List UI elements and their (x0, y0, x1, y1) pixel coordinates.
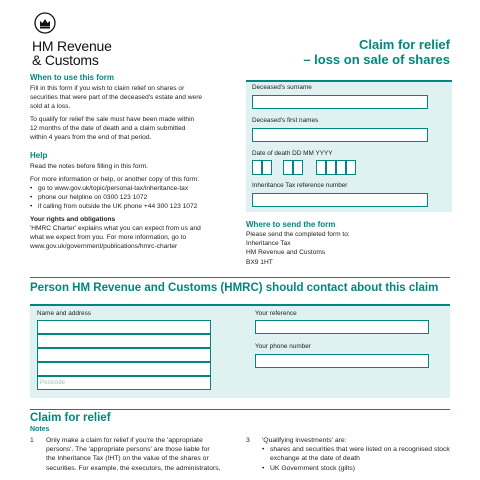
section-divider (30, 277, 450, 278)
text-line: 'HMRC Charter' explains what you can expect from us and (30, 225, 201, 232)
note-text (262, 436, 450, 473)
iht-ref-label: Inheritance Tax reference number (252, 182, 348, 189)
list-item[interactable]: • if calling from outside the UK phone +44 300 123 1072 (30, 202, 238, 211)
text-line: Inheritance Tax (246, 240, 291, 248)
notes-label: Notes (30, 426, 50, 433)
note-intro: 'Qualifying investments' are: (262, 437, 347, 444)
date-year-digit-2[interactable] (326, 160, 336, 175)
section-divider (30, 409, 450, 410)
address-line-3[interactable] (37, 348, 211, 362)
text-line: Fill in this form if you wish to claim relief on shares or (30, 85, 185, 92)
text-line: BX9 1HT (246, 258, 273, 266)
note-number: 1 (30, 437, 34, 444)
text-line: HM Revenue and Customs (246, 249, 326, 257)
text-line: securities. For example, the executors, the administrators, (46, 464, 221, 472)
note-text (46, 436, 221, 473)
iht-ref-input[interactable] (252, 193, 428, 207)
help-intro: Read the notes before filling in this form. (30, 163, 149, 170)
address-line-4[interactable] (37, 362, 211, 376)
text-line: the Inheritance Tax (IHT) on the value of the shares or (46, 455, 209, 463)
rights-text (30, 224, 238, 252)
form-title-line2: – loss on sale of shares (303, 52, 450, 67)
text-line: persons'. The 'appropriate persons' are those liable for (46, 446, 210, 454)
your-reference-input[interactable] (255, 320, 429, 334)
send-to-address (246, 230, 350, 267)
first-names-label: Deceased's first names (252, 117, 319, 124)
date-of-death-label: Date of death DD MM YYYY (252, 150, 333, 157)
rights-heading: Your rights and obligations (30, 216, 116, 223)
address-line-1[interactable] (37, 320, 211, 334)
list-item: • shares and securities that were listed on a recognised stock exchange at the date of death (262, 445, 450, 463)
date-year-digit-4[interactable] (346, 160, 356, 175)
list-item[interactable]: • phone our helpline on 0300 123 1072 (30, 193, 238, 202)
note-1 (30, 436, 240, 480)
list-item: • UK Government stock (gilts) (262, 464, 450, 473)
your-phone-input[interactable] (255, 354, 429, 368)
note-number: 3 (246, 437, 250, 444)
name-address-label: Name and address (37, 310, 91, 317)
address-line-2[interactable] (37, 334, 211, 348)
help-list (30, 184, 238, 212)
text-line: sold at a loss. (30, 103, 71, 111)
first-names-input[interactable] (252, 128, 428, 142)
text-line: To qualify for relief the sale must have been made within (30, 116, 195, 123)
date-month-digit-1[interactable] (283, 160, 293, 175)
help-more-info: For more information or help, or another copy of this form: (30, 176, 199, 183)
send-to-heading: Where to send the form (246, 220, 336, 229)
date-year-digit-1[interactable] (316, 160, 326, 175)
text-line: Only make a claim for relief if you're the 'appropriate (46, 437, 203, 444)
rights-link[interactable]: www.gov.uk/government/publications/hmrc-charter (30, 243, 178, 251)
text-line: within 4 years from the end of that period. (30, 134, 152, 142)
org-name-line1: HM Revenue (32, 38, 112, 54)
contact-section-heading: Person HM Revenue and Customs (HMRC) should contact about this claim (30, 282, 439, 294)
date-day-digit-1[interactable] (252, 160, 262, 175)
text-line: securities that were part of the deceased's estate and were (30, 94, 203, 102)
text-line: Please send the completed form to: (246, 231, 350, 238)
when-to-use-heading: When to use this form (30, 73, 114, 82)
when-to-use-para1 (30, 84, 238, 112)
date-year-digit-3[interactable] (336, 160, 346, 175)
form-title (303, 37, 450, 67)
org-name-line2: & Customs (32, 52, 99, 68)
text-line: what we expect from you. For more information, go to (30, 234, 187, 242)
hmrc-logo (32, 12, 142, 67)
date-month-digit-2[interactable] (293, 160, 303, 175)
surname-label: Deceased's surname (252, 84, 312, 91)
help-heading: Help (30, 151, 48, 160)
surname-input[interactable] (252, 95, 428, 109)
your-phone-label: Your phone number (255, 343, 311, 350)
when-to-use-para2 (30, 115, 238, 143)
royal-crest-icon (34, 12, 56, 34)
list-item[interactable]: • go to www.gov.uk/topic/personal-tax/inheritance-tax (30, 184, 238, 193)
claim-section-heading: Claim for relief (30, 412, 111, 424)
text-line: 12 months of the date of death and a claim submitted (30, 125, 186, 133)
postcode-placeholder: Postcode (40, 380, 66, 386)
date-day-digit-2[interactable] (262, 160, 272, 175)
note-3 (246, 436, 452, 480)
your-reference-label: Your reference (255, 310, 297, 317)
form-title-line1: Claim for relief (358, 37, 450, 52)
